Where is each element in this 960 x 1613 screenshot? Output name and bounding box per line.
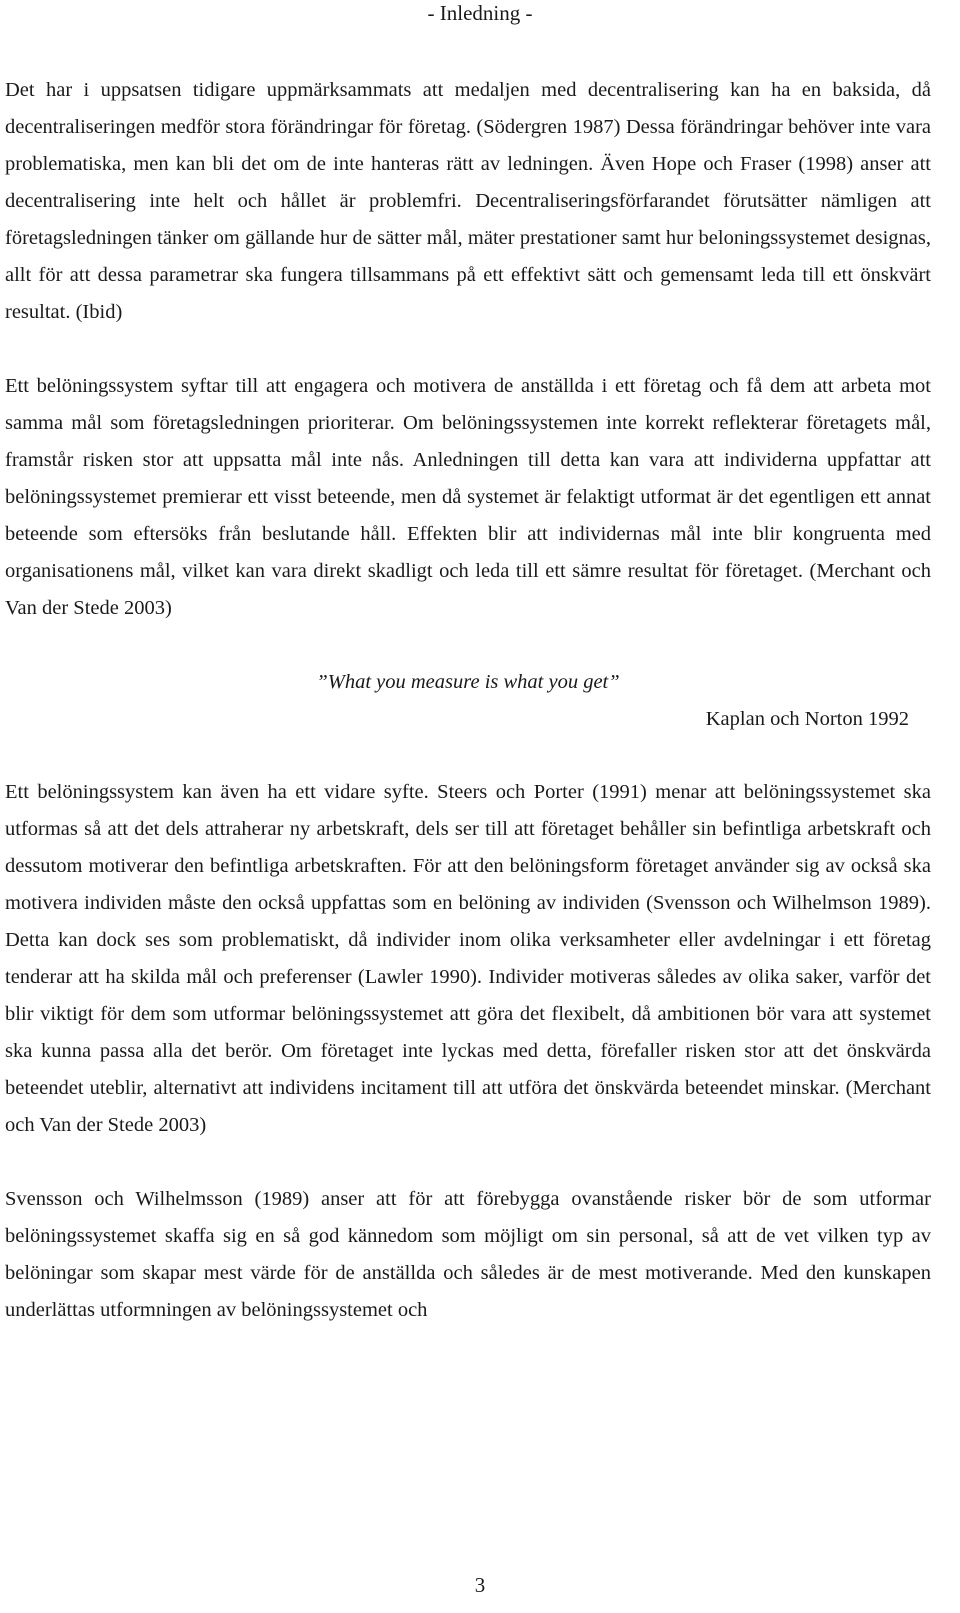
chapter-header: - Inledning - bbox=[427, 1, 533, 25]
paragraph-vidare-syfte: Ett belöningssystem kan även ha ett vidare syfte. Steers och Porter (1991) menar att belöningssystemet ska utformas så att det dels attraherar ny arbetskraft, dels ser till att företaget behåller sin befintliga arbetskraft och dessutom motiverar den befintliga arbetskraften. För att den belöningsform företaget använder sig av också ska motivera individen måste den också uppfattas som en belöning av individen (Svensson och Wilhelmson 1989). Detta kan dock ses som problematiskt, då individer inom olika verksamheter eller avdelningar i ett företag tenderar att ha skilda mål och preferenser (Lawler 1990). Individer motiveras således av olika saker, varför det blir viktigt för dem som utformar belöningssystemet att göra det flexibelt, då ambitionen bör vara att systemet ska kunna passa alla det berör. Om företaget inte lyckas med detta, förefaller risken stor att det önskvärda beteendet uteblir, alternativt att individens incitament till att utföra det önskvärda beteendet minskar. (Merchant och Van der Stede 2003) bbox=[5, 781, 931, 1136]
paragraph-beloningssystem-syfte: Ett belöningssystem syftar till att engagera och motivera de anställda i ett företag och få dem att arbeta mot samma mål som företagsledningen prioriterar. Om belöningssystemen inte korrekt reflekterar företagets mål, framstår risken stor att uppsatta mål inte nås. Anledningen till detta kan vara att individerna uppfattar att belöningssystemet premierar ett visst beteende, men då systemet är felaktigt utformat är det egentligen ett annat beteende som eftersöks från beslutande håll. Effekten blir att individernas mål inte blir kongruenta med organisationens mål, vilket kan vara direkt skadligt och leda till ett sämre resultat för företaget. (Merchant och Van der Stede 2003) bbox=[5, 375, 931, 619]
paragraph-decentralisering: Det har i uppsatsen tidigare uppmärksammats att medaljen med decentralisering kan ha en baksida, då decentraliseringen medför stora förändringar för företag. (Södergren 1987) Dessa förändringar behöver inte vara problematiska, men kan bli det om de inte hanteras rätt av ledningen. Även Hope och Fraser (1998) anser att decentralisering inte helt och hållet är problemfri. Decentraliseringsförfarandet förutsätter nämligen att företagsledningen tänker om gällande hur de sätter mål, mäter prestationer samt hur beloningssystemet designas, allt för att dessa parametrar ska fungera tillsammans på ett effektivt sätt och gemensamt leda till ett önskvärt resultat. (Ibid) bbox=[5, 79, 931, 323]
paragraph-kannedom-personal: Svensson och Wilhelmsson (1989) anser att för att förebygga ovanstående risker bör de som utformar belöningssystemet skaffa sig en så god kännedom som möjligt om sin personal, så att de vet vilken typ av belöningar som skapar mest värde för de anställda och således är de mest motiverande. Med den kunskapen underlättas utformningen av belöningssystemet och bbox=[5, 1188, 931, 1321]
body-text bbox=[5, 72, 931, 1329]
quote-attribution: Kaplan och Norton 1992 bbox=[705, 708, 909, 730]
quote-block bbox=[5, 664, 931, 738]
page-number: 3 bbox=[474, 1573, 486, 1597]
quote-text: ”What you measure is what you get” bbox=[316, 671, 620, 693]
